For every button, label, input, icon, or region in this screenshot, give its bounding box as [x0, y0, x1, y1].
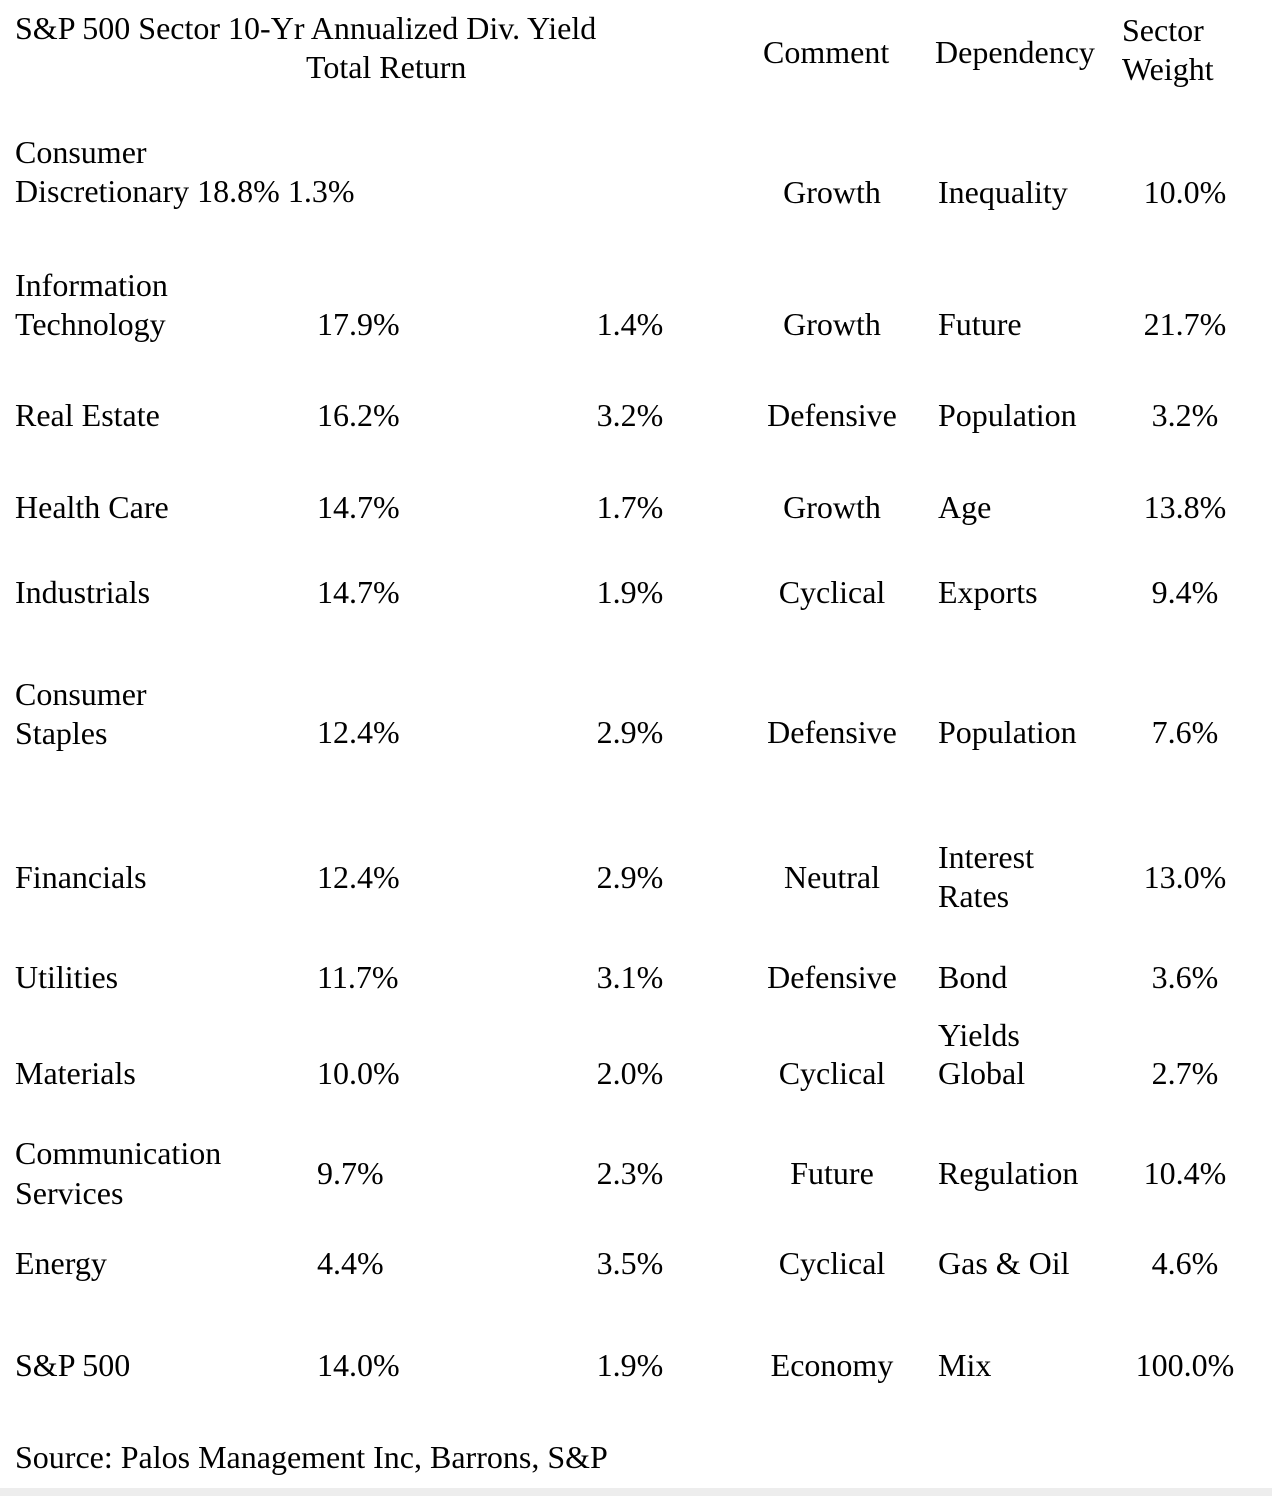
sector-name-line1: Consumer — [15, 676, 147, 712]
div-yield-value: 1.3% — [287, 173, 355, 209]
dependency-cell-line2: Yields — [938, 1017, 1020, 1053]
dependency-cell: Inequality — [938, 174, 1068, 210]
sector-cell: S&P 500 — [15, 1347, 131, 1383]
header-sector-weight — [1122, 11, 1214, 89]
div-yield-cell: 3.2% — [596, 397, 664, 433]
sector-cell: Utilities — [15, 959, 119, 995]
header-sector-weight-line2: Weight — [1122, 51, 1214, 87]
total-return-cell: 11.7% — [317, 959, 399, 995]
weight-cell: 10.4% — [1143, 1155, 1227, 1191]
div-yield-cell: 2.9% — [596, 714, 664, 750]
weight-cell: 3.6% — [1151, 959, 1219, 995]
weight-cell: 21.7% — [1143, 306, 1227, 342]
sector-name-line2: Technology — [15, 306, 166, 342]
table-header-line1 — [15, 9, 596, 48]
source-line: Source: Palos Management Inc, Barrons, S&P — [15, 1439, 608, 1475]
dependency-cell: Population — [938, 714, 1077, 750]
header-dependency: Dependency — [935, 34, 1095, 70]
dependency-cell: Age — [938, 489, 992, 525]
comment-cell: Growth — [783, 306, 881, 342]
dependency-cell: Population — [938, 397, 1077, 433]
sector-cell: Industrials — [15, 574, 151, 610]
total-return-cell: 4.4% — [317, 1245, 384, 1281]
dependency-cell-line1: Bond — [938, 959, 1008, 995]
total-return-cell: 14.0% — [317, 1347, 400, 1383]
header-total-return-line1: 10-Yr Annualized — [228, 10, 459, 46]
total-return-cell: 9.7% — [317, 1155, 384, 1191]
div-yield-cell: 3.1% — [596, 959, 664, 995]
weight-cell: 3.2% — [1151, 397, 1219, 433]
total-return-cell: 14.7% — [317, 574, 400, 610]
sector-cell: Health Care — [15, 489, 169, 525]
weight-cell: 100.0% — [1135, 1347, 1235, 1383]
dependency-cell: Regulation — [938, 1155, 1079, 1191]
comment-cell: Growth — [783, 489, 881, 525]
comment-cell: Cyclical — [778, 574, 886, 610]
weight-cell: 7.6% — [1151, 714, 1219, 750]
total-return-cell: 12.4% — [317, 859, 400, 895]
comment-cell: Growth — [783, 174, 881, 210]
weight-cell: 9.4% — [1151, 574, 1219, 610]
weight-cell: 13.8% — [1143, 489, 1227, 525]
weight-cell: 4.6% — [1151, 1245, 1219, 1281]
dependency-cell: Exports — [938, 574, 1038, 610]
bottom-edge-strip — [0, 1488, 1272, 1496]
comment-cell: Cyclical — [778, 1055, 886, 1091]
header-sector: S&P 500 Sector — [15, 10, 221, 46]
sector-cell: Energy — [15, 1245, 107, 1281]
header-total-return-line2: Total Return — [306, 49, 467, 85]
dependency-cell: Gas & Oil — [938, 1245, 1070, 1281]
total-return-cell: 10.0% — [317, 1055, 400, 1091]
comment-cell: Neutral — [784, 859, 880, 895]
comment-cell: Defensive — [767, 959, 897, 995]
header-sector-weight-line1: Sector — [1122, 12, 1204, 48]
comment-cell: Defensive — [767, 397, 897, 433]
header-comment: Comment — [763, 34, 890, 70]
total-return-cell: 14.7% — [317, 489, 400, 525]
sector-cell: Real Estate — [15, 397, 160, 433]
comment-cell: Future — [790, 1155, 874, 1191]
comment-cell: Economy — [770, 1347, 894, 1383]
dependency-cell: Mix — [938, 1347, 992, 1383]
sector-cell — [15, 675, 147, 753]
div-yield-cell: 1.9% — [596, 1347, 664, 1383]
sector-cell: Financials — [15, 859, 147, 895]
sector-name-line2-with-values — [15, 172, 354, 211]
div-yield-cell: 1.4% — [596, 306, 664, 342]
comment-cell: Defensive — [767, 714, 897, 750]
div-yield-cell: 1.7% — [596, 489, 664, 525]
comment-cell: Cyclical — [778, 1245, 886, 1281]
dependency-line2: Rates — [938, 878, 1010, 914]
div-yield-cell: 2.9% — [596, 859, 664, 895]
dependency-cell: Future — [938, 306, 1022, 342]
div-yield-cell: 3.5% — [596, 1245, 664, 1281]
header-div-yield: Div. Yield — [466, 10, 597, 46]
div-yield-cell: 2.0% — [596, 1055, 664, 1091]
weight-cell: 13.0% — [1143, 859, 1227, 895]
div-yield-cell: 1.9% — [596, 574, 664, 610]
sector-cell: Materials — [15, 1055, 136, 1091]
total-return-value: 18.8% — [197, 173, 280, 209]
sector-name-line1: Consumer — [15, 134, 147, 170]
total-return-cell: 12.4% — [317, 714, 400, 750]
div-yield-cell: 2.3% — [596, 1155, 664, 1191]
weight-cell: 10.0% — [1143, 174, 1227, 210]
dependency-cell: Global — [938, 1055, 1026, 1091]
dependency-line1: Interest — [938, 839, 1034, 875]
total-return-cell: 16.2% — [317, 397, 400, 433]
sector-cell — [15, 133, 354, 211]
sector-cell — [15, 1134, 221, 1213]
dependency-cell — [938, 838, 1034, 916]
total-return-cell: 17.9% — [317, 306, 400, 342]
sector-name-line1: Information — [15, 267, 168, 303]
weight-cell: 2.7% — [1151, 1055, 1219, 1091]
sector-name-line1: Communication — [15, 1135, 222, 1171]
sector-name-line2: Services — [15, 1175, 124, 1211]
sector-cell — [15, 266, 168, 344]
sector-name-line2: Discretionary — [15, 173, 190, 209]
sector-name-line2: Staples — [15, 715, 108, 751]
